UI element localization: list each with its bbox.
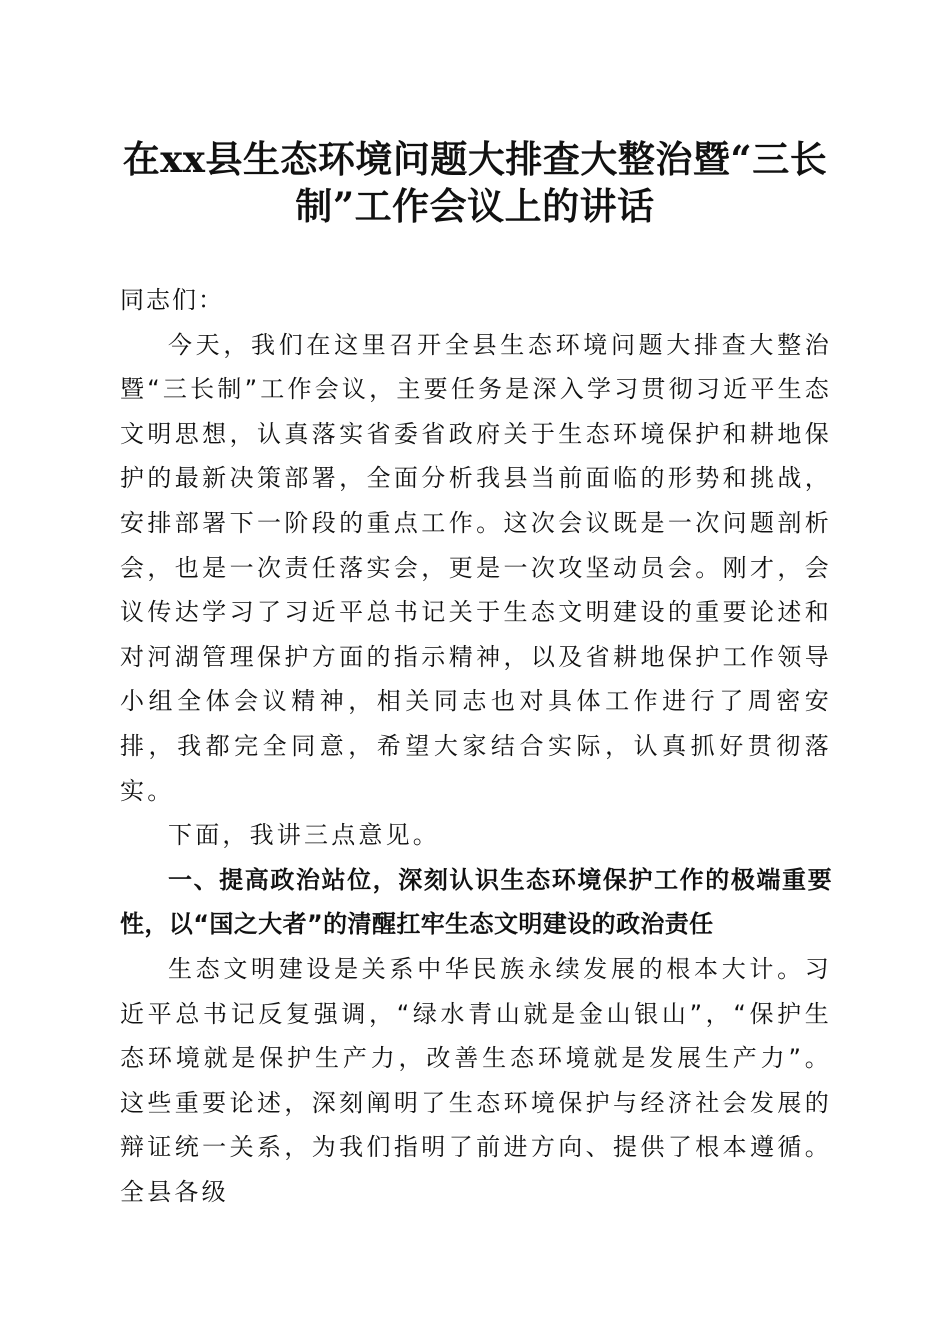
document-title: 在xx县生态环境问题大排查大整治暨“三长制”工作会议上的讲话 (122, 137, 828, 228)
salutation: 同志们： (120, 286, 224, 314)
section-paragraph: 生态文明建设是关系中华民族永续发展的根本大计。习近平总书记反复强调，“绿水青山就是金山银山”，“保护生态环境就是保护生产力，改善生态环境就是发展生产力”。这些重要论述，深刻阐明了生态环境保护与经济社会发展的辩证统一关系，为我们指明了前进方向、提供了根本遵循。全县各级 (120, 954, 832, 1206)
transition-paragraph: 下面，我讲三点意见。 (168, 821, 440, 850)
section-heading: 一、提高政治站位，深刻认识生态环境保护工作的极端重要性，以“国之大者”的清醒扛牢生态文明建设的政治责任 (120, 865, 832, 939)
opening-paragraph: 今天，我们在这里召开全县生态环境问题大排查大整治暨“三长制”工作会议，主要任务是深入学习贯彻习近平生态文明思想，认真落实省委省政府关于生态环境保护和耕地保护的最新决策部署，全面分析我县当前面临的形势和挑战，安排部署下一阶段的重点工作。这次会议既是一次问题剖析会，也是一次责任落实会，更是一次攻坚动员会。刚才，会议传达学习了习近平总书记关于生态文明建设的重要论述和对河湖管理保护方面的指示精神，以及省耕地保护工作领导小组全体会议精神，相关同志也对具体工作进行了周密安排，我都完全同意，希望大家结合实际，认真抓好贯彻落实。 (120, 330, 832, 805)
document-body (120, 278, 832, 1214)
